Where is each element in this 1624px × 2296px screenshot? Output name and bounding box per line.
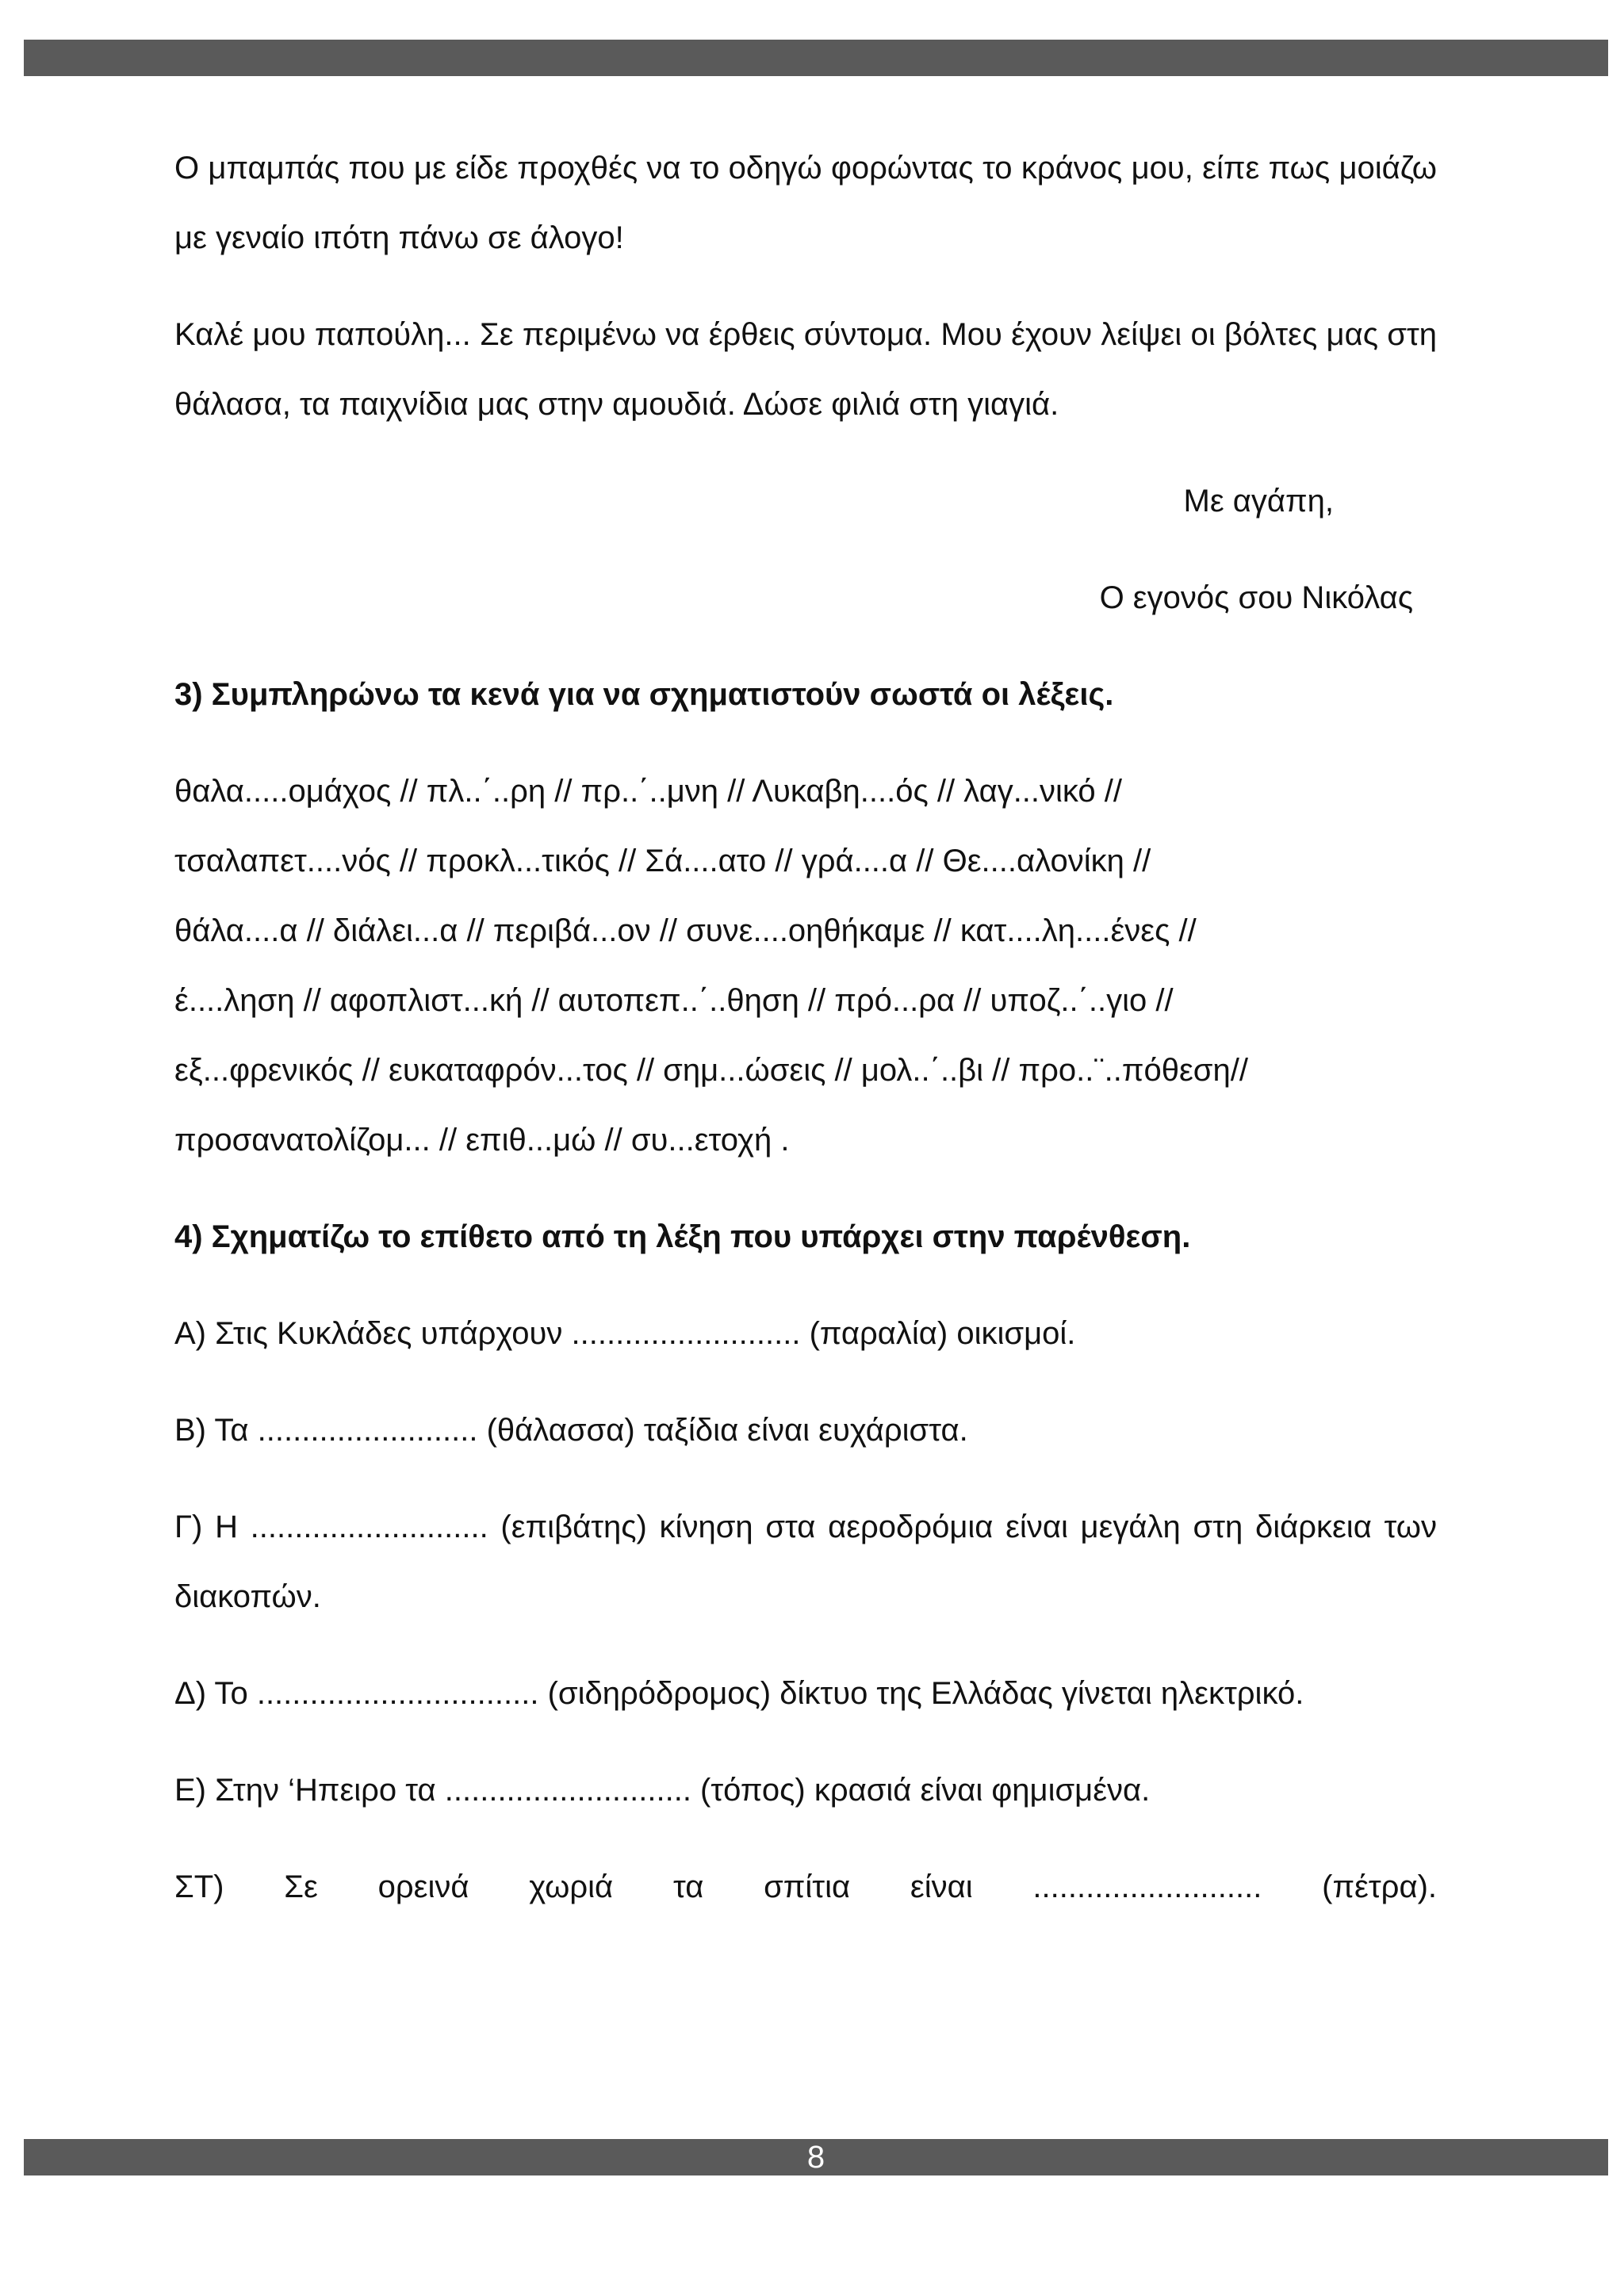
word-line: έ....ληση // αφοπλιστ...κή // αυτοπεπ..΄..θηση // πρό...ρα // υποζ..΄..γιο // xyxy=(174,983,1174,1018)
letter-paragraph-1: Ο μπαμπάς που με είδε προχθές να το οδηγώ φορώντας το κράνος μου, είπε πως μοιάζω με γεναίο ιπότη πάνω σε άλογο! xyxy=(174,151,1437,255)
exercise-4-item-a: Α) Στις Κυκλάδες υπάρχουν .......................... (παραλία) οικισμοί. xyxy=(174,1316,1076,1351)
footer-bar xyxy=(24,2139,1608,2175)
word-line: εξ...φρενικός // ευκαταφρόν...τος // σημ...ώσεις // μολ..΄..βι // προ..¨..πόθεση// xyxy=(174,1053,1248,1088)
word-line: θαλα.....ομάχος // πλ..΄..ρη // πρ..΄..μνη // Λυκαβη....ός // λαγ...νικό // xyxy=(174,774,1123,809)
exercise-3-word-list xyxy=(174,756,1437,1175)
exercise-4-heading: 4) Σχηματίζω το επίθετο από τη λέξη που υπάρχει στην παρένθεση. xyxy=(174,1219,1191,1254)
exercise-4-item-e: Ε) Στην ‘Ηπειρο τα ............................ (τόπος) κρασιά είναι φημισμένα. xyxy=(174,1773,1151,1808)
letter-paragraph-2: Καλέ μου παπούλη... Σε περιμένω να έρθεις σύντομα. Μου έχουν λείψει οι βόλτες μας στη θάλασα, τα παιχνίδια μας στην αμουδιά. Δώσε φιλιά στη γιαγιά. xyxy=(174,317,1437,422)
exercise-4-item-c: Γ) Η ........................... (επιβάτης) κίνηση στα αεροδρόμια είναι μεγάλη στη διάρκεια των διακοπών. xyxy=(174,1510,1437,1614)
letter-closing: Με αγάπη, xyxy=(1183,484,1334,519)
exercise-4-item-st: ΣΤ) Σε ορεινά χωριά τα σπίτια είναι .......................... (πέτρα). xyxy=(174,1869,1437,1904)
page-content xyxy=(174,133,1437,1949)
word-line: θάλα....α // διάλει...α // περιβά...ον // συνε....οηθήκαμε // κατ....λη....ένες // xyxy=(174,913,1197,948)
word-line: τσαλαπετ....νός // προκλ...τικός // Σά....ατο // γρά....α // Θε....αλονίκη // xyxy=(174,844,1151,878)
page-number: 8 xyxy=(806,2140,825,2175)
letter-signature: Ο εγονός σου Νικόλας xyxy=(1099,580,1413,615)
word-line: προσανατολίζομ... // επιθ...μώ // συ...ετοχή . xyxy=(174,1123,790,1158)
exercise-3-heading: 3) Συμπληρώνω τα κενά για να σχηματιστούν σωστά οι λέξεις. xyxy=(174,677,1114,712)
exercise-4-item-d: Δ) Το ................................ (σιδηρόδρομος) δίκτυο της Ελλάδας γίνεται ηλεκτρικό. xyxy=(174,1676,1304,1711)
header-bar xyxy=(24,40,1608,76)
exercise-4-item-b: Β) Τα ......................... (θάλασσα) ταξίδια είναι ευχάριστα. xyxy=(174,1413,968,1448)
